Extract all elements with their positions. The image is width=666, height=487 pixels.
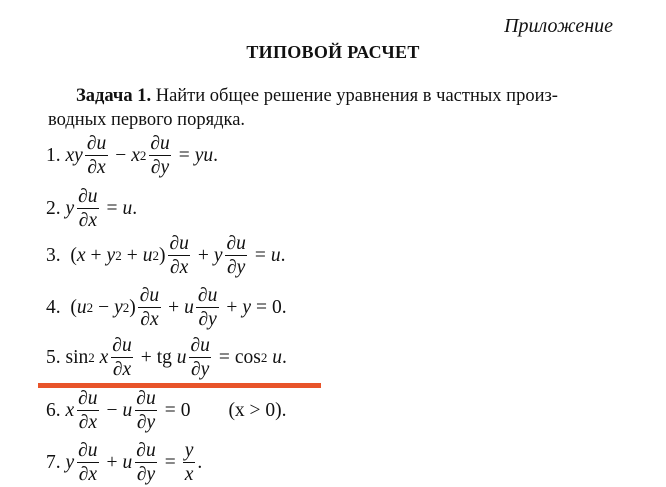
task-statement [48,84,618,132]
equation-number: 6. [46,399,61,421]
equation-4: 4. ( u 2 − y 2 ) $\frac{\partial u}{\partial x}$ + u $\frac{\partial u}{\partial y}$ + y = 0. [46,285,287,330]
equation-number: 2. [46,197,61,219]
equation-5: 5. sin 2 x $\frac{\partial u}{\partial x}$ + tg u $\frac{\partial u}{\partial y}$ = cos 2 u . [46,335,287,380]
equation-3: 3. ( x + y 2 + u 2 ) $\frac{\partial u}{\partial x}$ + y $\frac{\partial u}{\partial y}$ = u . [46,233,286,278]
task-label: Задача 1. [76,86,152,106]
equation-number: 4. [46,296,61,318]
page-title: ТИПОВОЙ РАСЧЕТ [246,42,420,62]
equation-number: 3. [46,244,61,266]
equation-number: 7. [46,451,61,473]
task-text-line2: водных первого порядка. [48,110,246,130]
equation-6: 6. x $\frac{\partial u}{\partial x}$ − u $\frac{\partial u}{\partial y}$ = 0 (x > 0). [46,388,287,433]
equation-7: 7. y $\frac{\partial u}{\partial x}$ + u $\frac{\partial u}{\partial y}$ = $\frac{y}{x}$ . [46,440,203,485]
equation-1: 1. xy $\frac{\partial u}{\partial x}$ − x 2 $\frac{\partial u}{\partial y}$ = yu . [46,133,219,178]
appendix-label: Приложение [504,15,613,37]
equation-condition: (x > 0). [228,399,287,421]
task-text-line1: Найти общее решение уравнения в частных произ- [155,86,558,106]
equation-number: 5. [46,346,61,368]
equation-2: 2. y $\frac{\partial u}{\partial x}$ = u . [46,186,138,231]
equation-number: 1. [46,144,61,166]
